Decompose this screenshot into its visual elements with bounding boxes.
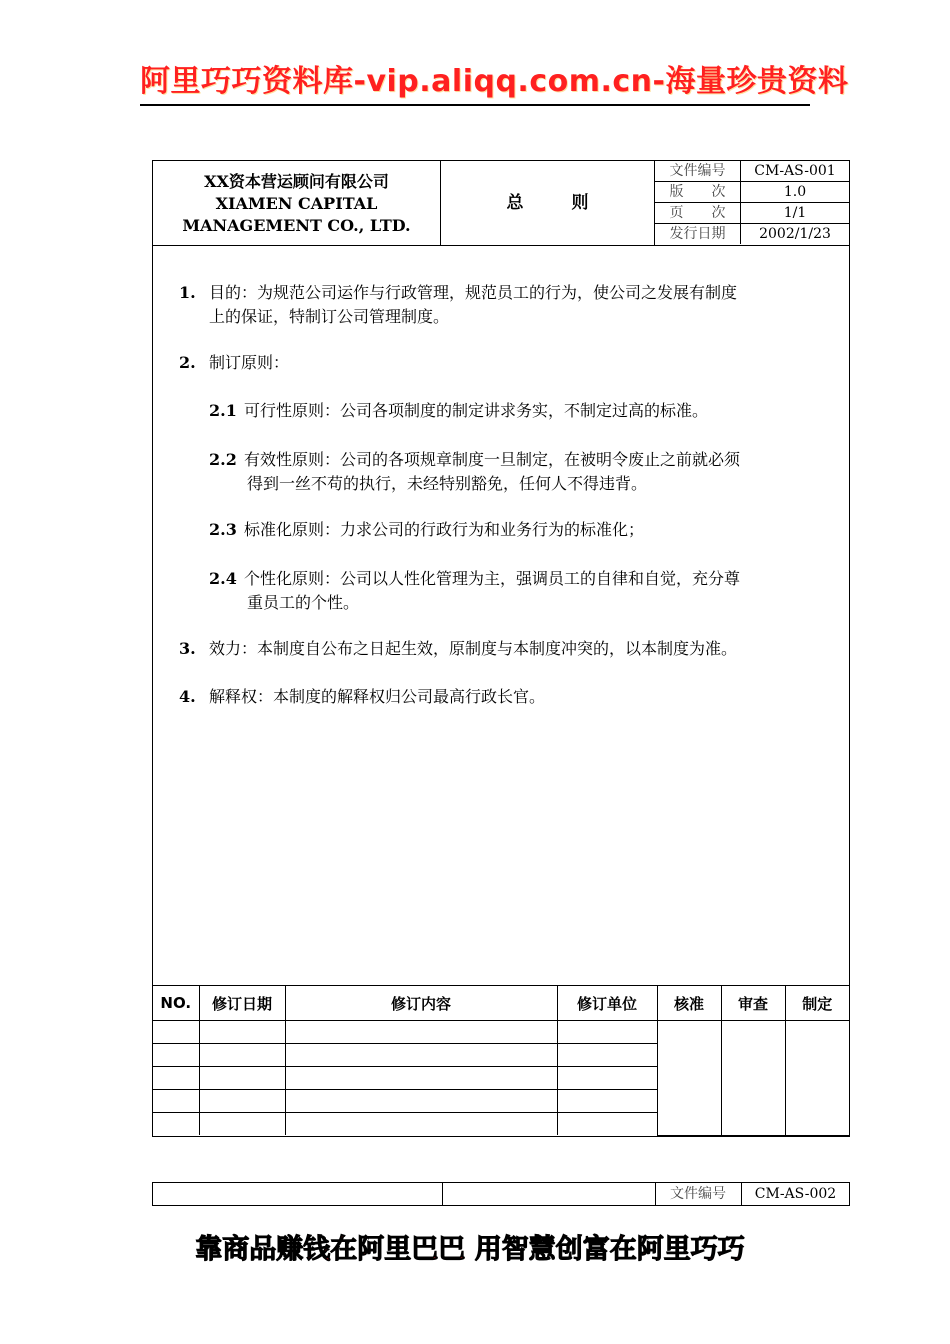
clause-number: 2.4 [209,569,237,588]
clause-text: 标准化原则：力求公司的行政行为和业务行为的标准化； [244,520,645,539]
col-header-date: 修订日期 [199,986,285,1021]
next-page-company-cell [153,1183,443,1205]
clause-text-line2: 上的保证，特制订公司管理制度。 [209,307,450,326]
company-name-cell [153,161,441,245]
clause-text-line1: 目的：为规范公司运作与行政管理，规范员工的行为，使公司之发展有制度 [209,283,738,302]
next-page-doc-number-value: CM-AS-002 [754,1186,837,1202]
clause-text: 解释权：本制度的解释权归公司最高行政长官。 [209,687,546,706]
clause-text: 制订原则： [209,353,290,372]
revision-table [153,985,849,1137]
clause-text: 效力：本制度自公布之日起生效，原制度与本制度冲突的，以本制度为准。 [209,639,738,658]
meta-key: 版 次 [655,182,741,202]
col-header-no: NO. [153,986,199,1021]
clause-number: 4. [179,687,196,706]
meta-key: 发行日期 [655,224,741,244]
review-cell [721,1021,785,1136]
col-header-approve: 核准 [657,986,721,1021]
clause-number: 2.3 [209,520,237,539]
meta-row-version [655,182,849,203]
document-frame [152,160,850,1137]
meta-row-page [655,203,849,224]
document-meta-table [655,161,849,245]
meta-row-doc-number [655,161,849,182]
clause-number: 2. [179,353,196,372]
meta-key: 文件编号 [655,161,741,181]
col-header-unit: 修订单位 [557,986,657,1021]
meta-value: 2002/1/23 [759,226,831,242]
next-page-doc-number-key: 文件编号 [655,1183,742,1205]
meta-value: CM-AS-001 [754,163,836,179]
col-header-author: 制定 [785,986,849,1021]
next-page-header [152,1182,850,1206]
approve-cell [657,1021,721,1136]
clause-number: 1. [179,283,196,302]
col-header-content: 修订内容 [285,986,557,1021]
clause-text-line1: 有效性原则：公司的各项规章制度一旦制定，在被明令废止之前就必须 [244,450,741,469]
document-title: 总则 [441,161,655,245]
company-name-cn: XX资本营运顾问有限公司 [204,172,389,191]
table-row [153,1021,849,1044]
clause-text-line2: 得到一丝不苟的执行，未经特别豁免，任何人不得违背。 [247,474,648,493]
meta-key: 页 次 [655,203,741,223]
document-header [153,161,849,246]
meta-value: 1.0 [783,184,807,200]
top-watermark-banner: 阿里巧巧资料库-vip.aliqq.com.cn-海量珍贵资料 [140,60,810,106]
clause-text: 可行性原则：公司各项制度的制定讲求务实，不制定过高的标准。 [244,401,709,420]
company-name-en-line1: XIAMEN CAPITAL [215,194,378,213]
clause-number: 2.2 [209,450,237,469]
col-header-review: 审查 [721,986,785,1021]
meta-value: 1/1 [783,205,807,221]
meta-row-issue-date [655,224,849,245]
author-cell [785,1021,849,1136]
clause-text-line2: 重员工的个性。 [247,593,360,612]
bottom-watermark-banner: 靠商品赚钱在阿里巴巴 用智慧创富在阿里巧巧 [195,1234,745,1265]
clause-number: 2.1 [209,401,237,420]
company-name-en-line2: MANAGEMENT CO., LTD. [182,216,411,235]
revision-table-header [153,986,849,1021]
clause-text-line1: 个性化原则：公司以人性化管理为主，强调员工的自律和自觉，充分尊 [244,569,741,588]
next-page-title-cell [442,1183,656,1205]
clause-number: 3. [179,639,196,658]
